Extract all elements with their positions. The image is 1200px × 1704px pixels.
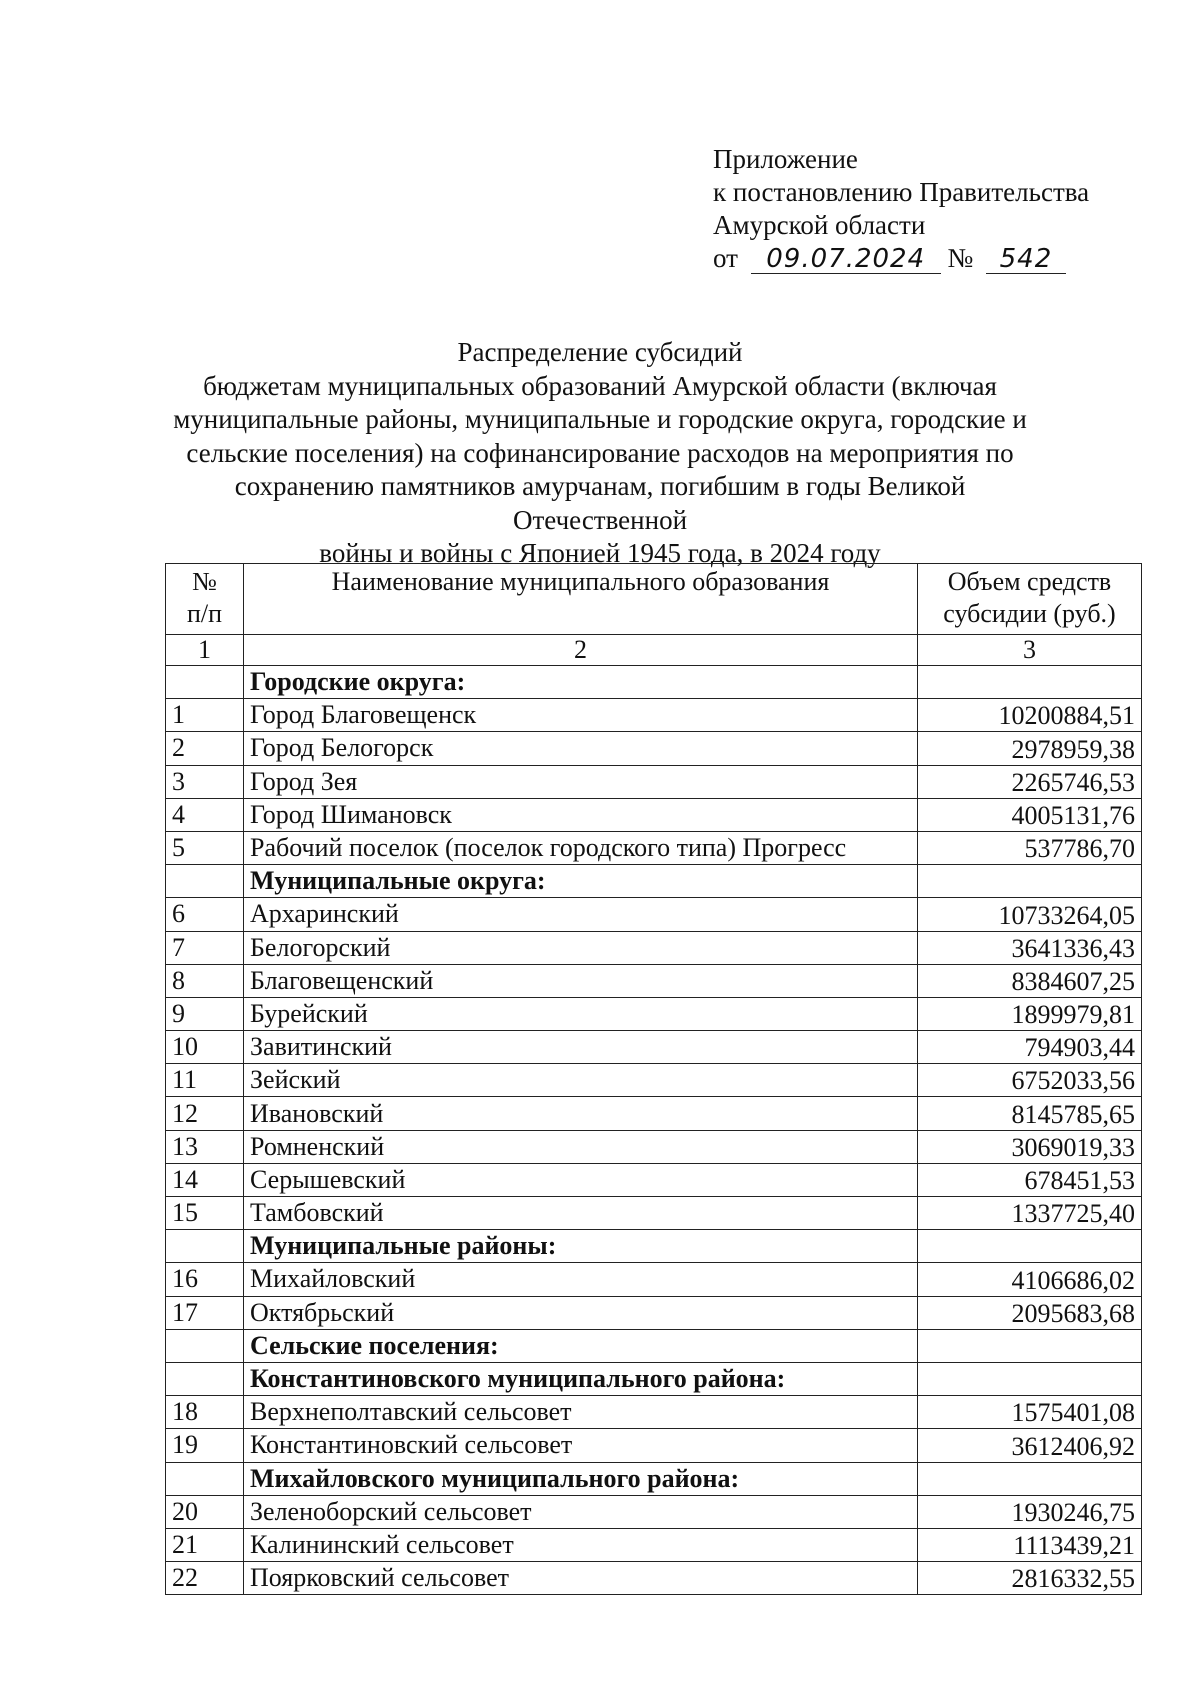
row-name: Зеленоборский сельсовет <box>244 1495 918 1528</box>
row-amount <box>918 865 1142 898</box>
row-amount: 10200884,51 <box>918 699 1142 732</box>
title-line-1: Распределение субсидий <box>457 337 743 367</box>
column-number-row <box>166 635 1142 666</box>
row-amount: 1930246,75 <box>918 1495 1142 1528</box>
row-name: Город Шимановск <box>244 798 918 831</box>
row-number: 16 <box>166 1263 244 1296</box>
header-amount <box>918 564 1142 635</box>
row-name: Бурейский <box>244 997 918 1030</box>
appendix-line-2: к постановлению Правительства <box>713 177 1090 207</box>
row-name: Ромненский <box>244 1130 918 1163</box>
row-name: Калининский сельсовет <box>244 1528 918 1561</box>
row-amount: 2095683,68 <box>918 1296 1142 1329</box>
row-number: 10 <box>166 1031 244 1064</box>
row-name: Сельские поселения: <box>244 1329 918 1362</box>
row-amount: 1337725,40 <box>918 1197 1142 1230</box>
table-row <box>166 898 1142 931</box>
from-label: от <box>713 243 738 273</box>
row-amount: 794903,44 <box>918 1031 1142 1064</box>
title-line-4: сельские поселения) на софинансирование расходов на мероприятия по <box>186 437 1014 468</box>
row-amount: 2816332,55 <box>918 1562 1142 1595</box>
row-number: 17 <box>166 1296 244 1329</box>
row-number: 19 <box>166 1429 244 1462</box>
row-name: Рабочий поселок (поселок городского типа) Прогресс <box>244 831 918 864</box>
row-amount <box>918 1362 1142 1395</box>
section-row <box>166 1329 1142 1362</box>
row-name: Серышевский <box>244 1163 918 1196</box>
section-row <box>166 1362 1142 1395</box>
table-row <box>166 765 1142 798</box>
row-amount: 537786,70 <box>918 831 1142 864</box>
row-name: Город Белогорск <box>244 732 918 765</box>
row-number: 2 <box>166 732 244 765</box>
handwritten-number: 542 <box>986 245 1066 274</box>
row-number <box>166 1230 244 1263</box>
appendix-date-line <box>713 242 1089 275</box>
header-number-line-2: п/п <box>186 599 223 628</box>
row-name: Муниципальные округа: <box>244 865 918 898</box>
table-row <box>166 964 1142 997</box>
appendix-line-3: Амурской области <box>713 210 926 240</box>
row-number: 1 <box>166 699 244 732</box>
row-amount: 1575401,08 <box>918 1396 1142 1429</box>
row-amount: 10733264,05 <box>918 898 1142 931</box>
row-name: Белогорский <box>244 931 918 964</box>
header-name: Наименование муниципального образования <box>244 564 918 635</box>
column-number-2: 2 <box>244 635 918 666</box>
table-row <box>166 1064 1142 1097</box>
row-name: Архаринский <box>244 898 918 931</box>
header-number-line-1: № <box>192 567 217 596</box>
row-name: Город Благовещенск <box>244 699 918 732</box>
table-row <box>166 1495 1142 1528</box>
row-number: 3 <box>166 765 244 798</box>
table-row <box>166 1031 1142 1064</box>
row-number: 8 <box>166 964 244 997</box>
row-amount: 1113439,21 <box>918 1528 1142 1561</box>
table-row <box>166 997 1142 1030</box>
row-number: 11 <box>166 1064 244 1097</box>
row-name: Верхнеполтавский сельсовет <box>244 1396 918 1429</box>
row-number <box>166 1462 244 1495</box>
table-row <box>166 831 1142 864</box>
row-name: Октябрьский <box>244 1296 918 1329</box>
row-number <box>166 1329 244 1362</box>
row-amount: 8384607,25 <box>918 964 1142 997</box>
row-name: Поярковский сельсовет <box>244 1562 918 1595</box>
title-line-6: войны и войны с Японией 1945 года, в 2024 году <box>319 538 881 568</box>
column-number-3: 3 <box>918 635 1142 666</box>
row-name: Константиновского муниципального района: <box>244 1362 918 1395</box>
title-line-2: бюджетам муниципальных образований Амурской области (включая <box>203 370 997 401</box>
table-row <box>166 1197 1142 1230</box>
row-number: 13 <box>166 1130 244 1163</box>
row-number: 4 <box>166 798 244 831</box>
row-amount <box>918 1329 1142 1362</box>
row-number: 6 <box>166 898 244 931</box>
row-number: 20 <box>166 1495 244 1528</box>
row-name: Зейский <box>244 1064 918 1097</box>
table-row <box>166 1097 1142 1130</box>
header-amount-line-2: субсидии (руб.) <box>943 599 1116 628</box>
row-amount: 6752033,56 <box>918 1064 1142 1097</box>
row-amount: 8145785,65 <box>918 1097 1142 1130</box>
appendix-line-1: Приложение <box>713 144 858 174</box>
row-amount <box>918 666 1142 699</box>
row-amount: 3069019,33 <box>918 1130 1142 1163</box>
table-row <box>166 1296 1142 1329</box>
document-title <box>150 336 1050 571</box>
row-number <box>166 865 244 898</box>
row-amount: 3641336,43 <box>918 931 1142 964</box>
row-name: Городские округа: <box>244 666 918 699</box>
table-row <box>166 931 1142 964</box>
row-amount: 4005131,76 <box>918 798 1142 831</box>
title-line-3: муниципальные районы, муниципальные и городские округа, городские и <box>173 404 1027 434</box>
row-name: Завитинский <box>244 1031 918 1064</box>
header-number <box>166 564 244 635</box>
section-row <box>166 666 1142 699</box>
row-amount <box>918 1462 1142 1495</box>
section-row <box>166 865 1142 898</box>
row-number: 7 <box>166 931 244 964</box>
row-name: Муниципальные районы: <box>244 1230 918 1263</box>
row-name: Тамбовский <box>244 1197 918 1230</box>
table-row <box>166 1263 1142 1296</box>
header-amount-line-1: Объем средств <box>947 567 1112 596</box>
row-number: 22 <box>166 1562 244 1595</box>
row-amount: 4106686,02 <box>918 1263 1142 1296</box>
row-number: 5 <box>166 831 244 864</box>
row-number <box>166 666 244 699</box>
column-number-1: 1 <box>166 635 244 666</box>
row-amount: 3612406,92 <box>918 1429 1142 1462</box>
table-row <box>166 732 1142 765</box>
number-label: № <box>947 243 974 273</box>
appendix-block <box>713 143 1089 275</box>
table-row <box>166 1130 1142 1163</box>
table-header-row <box>166 564 1142 635</box>
row-amount <box>918 1230 1142 1263</box>
row-number: 12 <box>166 1097 244 1130</box>
row-amount: 678451,53 <box>918 1163 1142 1196</box>
row-name: Михайловского муниципального района: <box>244 1462 918 1495</box>
section-row <box>166 1462 1142 1495</box>
table-row <box>166 699 1142 732</box>
row-name: Город Зея <box>244 765 918 798</box>
table-row <box>166 1528 1142 1561</box>
table-row <box>166 1562 1142 1595</box>
table-row <box>166 798 1142 831</box>
subsidy-table <box>165 563 1142 1595</box>
handwritten-date: 09.07.2024 <box>751 245 941 274</box>
row-name: Константиновский сельсовет <box>244 1429 918 1462</box>
row-number: 14 <box>166 1163 244 1196</box>
row-number: 9 <box>166 997 244 1030</box>
row-amount: 2265746,53 <box>918 765 1142 798</box>
table-row <box>166 1429 1142 1462</box>
row-name: Благовещенский <box>244 964 918 997</box>
row-amount: 2978959,38 <box>918 732 1142 765</box>
row-number: 21 <box>166 1528 244 1561</box>
row-number: 18 <box>166 1396 244 1429</box>
table-row <box>166 1163 1142 1196</box>
row-name: Ивановский <box>244 1097 918 1130</box>
table-row <box>166 1396 1142 1429</box>
row-number <box>166 1362 244 1395</box>
row-name: Михайловский <box>244 1263 918 1296</box>
row-amount: 1899979,81 <box>918 997 1142 1030</box>
row-number: 15 <box>166 1197 244 1230</box>
section-row <box>166 1230 1142 1263</box>
title-line-5: сохранению памятников амурчанам, погибшим в годы Великой Отечественной <box>234 471 966 535</box>
